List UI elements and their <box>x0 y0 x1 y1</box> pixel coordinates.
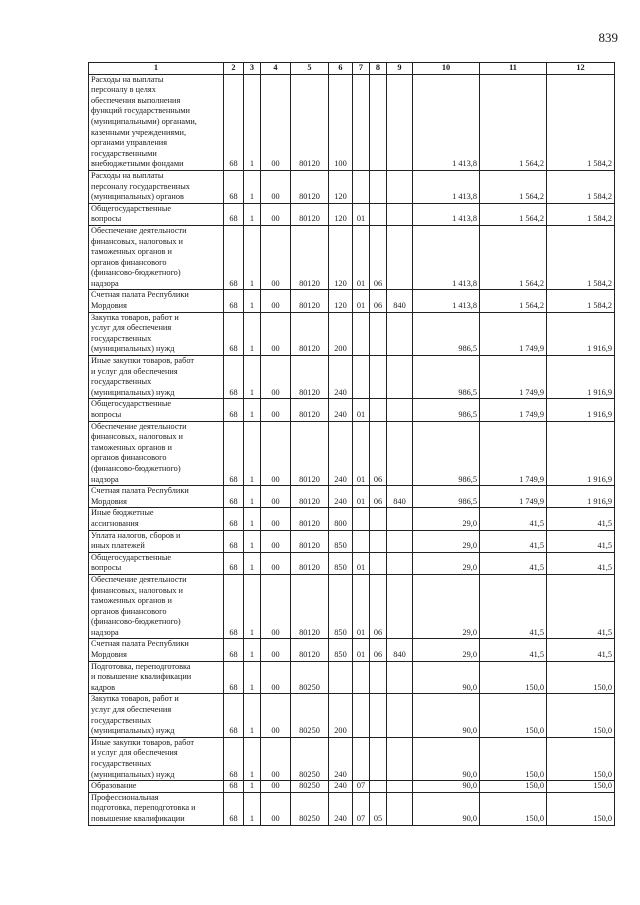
admin-code-cell: 68 <box>224 421 244 486</box>
subprogram-code-cell: 00 <box>261 74 291 170</box>
admin-code-cell: 68 <box>224 225 244 290</box>
expense-type-cell: 200 <box>329 694 353 737</box>
table-row <box>89 530 615 552</box>
subprogram-code-cell: 00 <box>261 639 291 661</box>
table-row <box>89 421 615 486</box>
subsection-cell: 06 <box>370 574 387 639</box>
department-code-cell <box>387 661 413 694</box>
program-code-cell: 1 <box>244 552 261 574</box>
target-article-cell: 80250 <box>291 737 329 780</box>
section-cell: 01 <box>353 399 370 421</box>
program-code-cell: 1 <box>244 694 261 737</box>
expense-type-cell: 850 <box>329 552 353 574</box>
target-article-cell: 80250 <box>291 661 329 694</box>
table-row <box>89 639 615 661</box>
expense-type-cell: 120 <box>329 203 353 225</box>
program-code-cell: 1 <box>244 312 261 355</box>
target-article-cell: 80250 <box>291 792 329 825</box>
department-code-cell <box>387 203 413 225</box>
admin-code-cell: 68 <box>224 290 244 312</box>
row-name-cell: Общегосударственные вопросы <box>89 552 224 574</box>
department-code-cell <box>387 781 413 793</box>
department-code-cell <box>387 399 413 421</box>
expense-type-cell: 240 <box>329 421 353 486</box>
row-name-cell: Расходы на выплаты персоналу государственных (муниципальных) органов <box>89 170 224 203</box>
amount-year1-cell: 29,0 <box>413 530 480 552</box>
amount-year1-cell: 986,5 <box>413 421 480 486</box>
subsection-cell <box>370 661 387 694</box>
department-code-cell <box>387 574 413 639</box>
program-code-cell: 1 <box>244 508 261 530</box>
section-cell: 01 <box>353 639 370 661</box>
program-code-cell: 1 <box>244 74 261 170</box>
amount-year2-cell: 1 749,9 <box>480 356 547 399</box>
amount-year3-cell: 1 584,2 <box>547 225 615 290</box>
department-code-cell <box>387 356 413 399</box>
expense-type-cell: 240 <box>329 399 353 421</box>
expense-type-cell: 850 <box>329 639 353 661</box>
table-row <box>89 781 615 793</box>
amount-year2-cell: 41,5 <box>480 530 547 552</box>
section-cell <box>353 737 370 780</box>
subprogram-code-cell: 00 <box>261 508 291 530</box>
amount-year3-cell: 41,5 <box>547 552 615 574</box>
subsection-cell: 05 <box>370 792 387 825</box>
header-cell: 11 <box>480 63 547 75</box>
subprogram-code-cell: 00 <box>261 530 291 552</box>
header-cell: 9 <box>387 63 413 75</box>
target-article-cell: 80120 <box>291 639 329 661</box>
amount-year1-cell: 90,0 <box>413 792 480 825</box>
header-cell: 5 <box>291 63 329 75</box>
target-article-cell: 80120 <box>291 170 329 203</box>
section-cell: 01 <box>353 225 370 290</box>
admin-code-cell: 68 <box>224 694 244 737</box>
row-name-cell: Счетная палата Республики Мордовия <box>89 290 224 312</box>
section-cell <box>353 694 370 737</box>
admin-code-cell: 68 <box>224 312 244 355</box>
amount-year1-cell: 90,0 <box>413 661 480 694</box>
amount-year3-cell: 1 584,2 <box>547 203 615 225</box>
subsection-cell <box>370 508 387 530</box>
subprogram-code-cell: 00 <box>261 203 291 225</box>
program-code-cell: 1 <box>244 792 261 825</box>
program-code-cell: 1 <box>244 781 261 793</box>
header-cell: 10 <box>413 63 480 75</box>
admin-code-cell: 68 <box>224 399 244 421</box>
department-code-cell <box>387 530 413 552</box>
department-code-cell <box>387 694 413 737</box>
amount-year3-cell: 1 916,9 <box>547 356 615 399</box>
header-cell: 1 <box>89 63 224 75</box>
row-name-cell: Подготовка, переподготовка и повышение квалификации кадров <box>89 661 224 694</box>
section-cell: 01 <box>353 486 370 508</box>
admin-code-cell: 68 <box>224 792 244 825</box>
table-row <box>89 74 615 170</box>
target-article-cell: 80120 <box>291 530 329 552</box>
subprogram-code-cell: 00 <box>261 399 291 421</box>
admin-code-cell: 68 <box>224 356 244 399</box>
table-row <box>89 290 615 312</box>
subsection-cell <box>370 312 387 355</box>
subprogram-code-cell: 00 <box>261 421 291 486</box>
amount-year3-cell: 41,5 <box>547 574 615 639</box>
row-name-cell: Обеспечение деятельности финансовых, налоговых и таможенных органов и органов финансового (финансово-бюджетного) надзора <box>89 421 224 486</box>
subsection-cell: 06 <box>370 639 387 661</box>
department-code-cell <box>387 508 413 530</box>
expense-type-cell <box>329 661 353 694</box>
section-cell: 01 <box>353 574 370 639</box>
amount-year1-cell: 986,5 <box>413 399 480 421</box>
amount-year2-cell: 150,0 <box>480 792 547 825</box>
amount-year1-cell: 90,0 <box>413 694 480 737</box>
row-name-cell: Закупка товаров, работ и услуг для обеспечения государственных (муниципальных) нужд <box>89 312 224 355</box>
section-cell: 07 <box>353 792 370 825</box>
subsection-cell <box>370 530 387 552</box>
admin-code-cell: 68 <box>224 508 244 530</box>
admin-code-cell: 68 <box>224 737 244 780</box>
table-row <box>89 574 615 639</box>
section-cell <box>353 661 370 694</box>
amount-year3-cell: 150,0 <box>547 694 615 737</box>
section-cell <box>353 170 370 203</box>
section-cell: 01 <box>353 203 370 225</box>
amount-year2-cell: 41,5 <box>480 508 547 530</box>
table-row <box>89 694 615 737</box>
amount-year3-cell: 1 584,2 <box>547 170 615 203</box>
program-code-cell: 1 <box>244 170 261 203</box>
expense-type-cell: 120 <box>329 170 353 203</box>
section-cell <box>353 530 370 552</box>
header-cell: 3 <box>244 63 261 75</box>
amount-year3-cell: 1 916,9 <box>547 399 615 421</box>
department-code-cell <box>387 792 413 825</box>
department-code-cell <box>387 737 413 780</box>
amount-year3-cell: 150,0 <box>547 781 615 793</box>
target-article-cell: 80120 <box>291 508 329 530</box>
department-code-cell <box>387 312 413 355</box>
amount-year1-cell: 29,0 <box>413 552 480 574</box>
amount-year2-cell: 1 564,2 <box>480 290 547 312</box>
row-name-cell: Расходы на выплаты персоналу в целях обеспечения выполнения функций государственными (муниципальными) органами, казенными учреждениями, органами управления государственными внебюджетными фондами <box>89 74 224 170</box>
amount-year2-cell: 1 749,9 <box>480 312 547 355</box>
target-article-cell: 80120 <box>291 356 329 399</box>
department-code-cell: 840 <box>387 290 413 312</box>
subprogram-code-cell: 00 <box>261 792 291 825</box>
header-cell: 7 <box>353 63 370 75</box>
amount-year1-cell: 986,5 <box>413 356 480 399</box>
admin-code-cell: 68 <box>224 574 244 639</box>
department-code-cell <box>387 552 413 574</box>
department-code-cell <box>387 74 413 170</box>
amount-year2-cell: 1 749,9 <box>480 399 547 421</box>
row-name-cell: Профессиональная подготовка, переподготовка и повышение квалификации <box>89 792 224 825</box>
subsection-cell: 06 <box>370 290 387 312</box>
table-body <box>89 74 615 825</box>
department-code-cell: 840 <box>387 486 413 508</box>
subsection-cell <box>370 781 387 793</box>
subsection-cell: 06 <box>370 225 387 290</box>
program-code-cell: 1 <box>244 486 261 508</box>
subprogram-code-cell: 00 <box>261 552 291 574</box>
table-row <box>89 508 615 530</box>
expense-type-cell: 100 <box>329 74 353 170</box>
header-cell: 12 <box>547 63 615 75</box>
section-cell: 07 <box>353 781 370 793</box>
row-name-cell: Общегосударственные вопросы <box>89 203 224 225</box>
table-row <box>89 312 615 355</box>
header-row <box>89 63 615 75</box>
expense-type-cell: 240 <box>329 486 353 508</box>
row-name-cell: Общегосударственные вопросы <box>89 399 224 421</box>
subsection-cell: 06 <box>370 486 387 508</box>
row-name-cell: Счетная палата Республики Мордовия <box>89 486 224 508</box>
program-code-cell: 1 <box>244 530 261 552</box>
expense-type-cell: 240 <box>329 737 353 780</box>
amount-year2-cell: 150,0 <box>480 737 547 780</box>
subprogram-code-cell: 00 <box>261 356 291 399</box>
amount-year2-cell: 41,5 <box>480 574 547 639</box>
amount-year3-cell: 41,5 <box>547 508 615 530</box>
program-code-cell: 1 <box>244 421 261 486</box>
target-article-cell: 80250 <box>291 694 329 737</box>
admin-code-cell: 68 <box>224 74 244 170</box>
subprogram-code-cell: 00 <box>261 694 291 737</box>
row-name-cell: Закупка товаров, работ и услуг для обеспечения государственных (муниципальных) нужд <box>89 694 224 737</box>
department-code-cell: 840 <box>387 639 413 661</box>
header-cell: 8 <box>370 63 387 75</box>
amount-year3-cell: 1 916,9 <box>547 486 615 508</box>
row-name-cell: Иные закупки товаров, работ и услуг для обеспечения государственных (муниципальных) нужд <box>89 356 224 399</box>
row-name-cell: Иные бюджетные ассигнования <box>89 508 224 530</box>
amount-year2-cell: 1 564,2 <box>480 74 547 170</box>
row-name-cell: Иные закупки товаров, работ и услуг для обеспечения государственных (муниципальных) нужд <box>89 737 224 780</box>
admin-code-cell: 68 <box>224 639 244 661</box>
target-article-cell: 80250 <box>291 781 329 793</box>
program-code-cell: 1 <box>244 661 261 694</box>
target-article-cell: 80120 <box>291 421 329 486</box>
admin-code-cell: 68 <box>224 781 244 793</box>
subsection-cell <box>370 737 387 780</box>
subprogram-code-cell: 00 <box>261 170 291 203</box>
subsection-cell <box>370 203 387 225</box>
amount-year1-cell: 1 413,8 <box>413 170 480 203</box>
program-code-cell: 1 <box>244 356 261 399</box>
expense-type-cell: 800 <box>329 508 353 530</box>
program-code-cell: 1 <box>244 203 261 225</box>
amount-year2-cell: 1 749,9 <box>480 421 547 486</box>
section-cell <box>353 356 370 399</box>
table-row <box>89 661 615 694</box>
amount-year1-cell: 29,0 <box>413 508 480 530</box>
subsection-cell <box>370 694 387 737</box>
expense-type-cell: 120 <box>329 225 353 290</box>
amount-year3-cell: 150,0 <box>547 737 615 780</box>
target-article-cell: 80120 <box>291 74 329 170</box>
amount-year1-cell: 1 413,8 <box>413 203 480 225</box>
section-cell <box>353 508 370 530</box>
amount-year3-cell: 150,0 <box>547 661 615 694</box>
table-row <box>89 225 615 290</box>
amount-year2-cell: 1 564,2 <box>480 225 547 290</box>
row-name-cell: Образование <box>89 781 224 793</box>
expense-type-cell: 850 <box>329 530 353 552</box>
target-article-cell: 80120 <box>291 290 329 312</box>
expense-type-cell: 240 <box>329 781 353 793</box>
table-row <box>89 792 615 825</box>
amount-year2-cell: 1 564,2 <box>480 203 547 225</box>
amount-year3-cell: 41,5 <box>547 530 615 552</box>
admin-code-cell: 68 <box>224 203 244 225</box>
header-cell: 4 <box>261 63 291 75</box>
amount-year2-cell: 41,5 <box>480 552 547 574</box>
section-cell: 01 <box>353 552 370 574</box>
department-code-cell <box>387 170 413 203</box>
amount-year1-cell: 90,0 <box>413 737 480 780</box>
admin-code-cell: 68 <box>224 661 244 694</box>
amount-year2-cell: 1 749,9 <box>480 486 547 508</box>
admin-code-cell: 68 <box>224 530 244 552</box>
amount-year3-cell: 150,0 <box>547 792 615 825</box>
program-code-cell: 1 <box>244 574 261 639</box>
budget-table <box>88 62 615 826</box>
admin-code-cell: 68 <box>224 552 244 574</box>
amount-year1-cell: 1 413,8 <box>413 225 480 290</box>
target-article-cell: 80120 <box>291 552 329 574</box>
program-code-cell: 1 <box>244 737 261 780</box>
program-code-cell: 1 <box>244 225 261 290</box>
target-article-cell: 80120 <box>291 399 329 421</box>
section-cell <box>353 74 370 170</box>
amount-year1-cell: 29,0 <box>413 574 480 639</box>
amount-year2-cell: 150,0 <box>480 694 547 737</box>
program-code-cell: 1 <box>244 290 261 312</box>
amount-year1-cell: 986,5 <box>413 312 480 355</box>
subsection-cell <box>370 399 387 421</box>
program-code-cell: 1 <box>244 399 261 421</box>
amount-year1-cell: 29,0 <box>413 639 480 661</box>
header-cell: 2 <box>224 63 244 75</box>
subprogram-code-cell: 00 <box>261 290 291 312</box>
admin-code-cell: 68 <box>224 486 244 508</box>
amount-year1-cell: 1 413,8 <box>413 290 480 312</box>
section-cell: 01 <box>353 290 370 312</box>
row-name-cell: Уплата налогов, сборов и иных платежей <box>89 530 224 552</box>
row-name-cell: Счетная палата Республики Мордовия <box>89 639 224 661</box>
subprogram-code-cell: 00 <box>261 225 291 290</box>
amount-year1-cell: 90,0 <box>413 781 480 793</box>
subsection-cell <box>370 74 387 170</box>
amount-year3-cell: 1 916,9 <box>547 421 615 486</box>
amount-year2-cell: 41,5 <box>480 639 547 661</box>
amount-year3-cell: 1 584,2 <box>547 290 615 312</box>
expense-type-cell: 120 <box>329 290 353 312</box>
subprogram-code-cell: 00 <box>261 661 291 694</box>
subprogram-code-cell: 00 <box>261 574 291 639</box>
subprogram-code-cell: 00 <box>261 312 291 355</box>
table-row <box>89 399 615 421</box>
department-code-cell <box>387 421 413 486</box>
target-article-cell: 80120 <box>291 225 329 290</box>
expense-type-cell: 200 <box>329 312 353 355</box>
table-row <box>89 486 615 508</box>
target-article-cell: 80120 <box>291 574 329 639</box>
amount-year2-cell: 150,0 <box>480 661 547 694</box>
page-number: 839 <box>598 30 618 45</box>
target-article-cell: 80120 <box>291 486 329 508</box>
subsection-cell <box>370 356 387 399</box>
subsection-cell <box>370 170 387 203</box>
subprogram-code-cell: 00 <box>261 737 291 780</box>
table-row <box>89 356 615 399</box>
subsection-cell: 06 <box>370 421 387 486</box>
table-row <box>89 737 615 780</box>
program-code-cell: 1 <box>244 639 261 661</box>
row-name-cell: Обеспечение деятельности финансовых, налоговых и таможенных органов и органов финансового (финансово-бюджетного) надзора <box>89 574 224 639</box>
amount-year3-cell: 1 916,9 <box>547 312 615 355</box>
row-name-cell: Обеспечение деятельности финансовых, налоговых и таможенных органов и органов финансового (финансово-бюджетного) надзора <box>89 225 224 290</box>
expense-type-cell: 240 <box>329 356 353 399</box>
subprogram-code-cell: 00 <box>261 486 291 508</box>
header-cell: 6 <box>329 63 353 75</box>
amount-year1-cell: 986,5 <box>413 486 480 508</box>
table-row <box>89 203 615 225</box>
target-article-cell: 80120 <box>291 312 329 355</box>
amount-year3-cell: 1 584,2 <box>547 74 615 170</box>
amount-year1-cell: 1 413,8 <box>413 74 480 170</box>
subprogram-code-cell: 00 <box>261 781 291 793</box>
expense-type-cell: 240 <box>329 792 353 825</box>
table-row <box>89 552 615 574</box>
admin-code-cell: 68 <box>224 170 244 203</box>
department-code-cell <box>387 225 413 290</box>
target-article-cell: 80120 <box>291 203 329 225</box>
section-cell: 01 <box>353 421 370 486</box>
expense-type-cell: 850 <box>329 574 353 639</box>
section-cell <box>353 312 370 355</box>
amount-year2-cell: 150,0 <box>480 781 547 793</box>
subsection-cell <box>370 552 387 574</box>
table-row <box>89 170 615 203</box>
amount-year2-cell: 1 564,2 <box>480 170 547 203</box>
amount-year3-cell: 41,5 <box>547 639 615 661</box>
